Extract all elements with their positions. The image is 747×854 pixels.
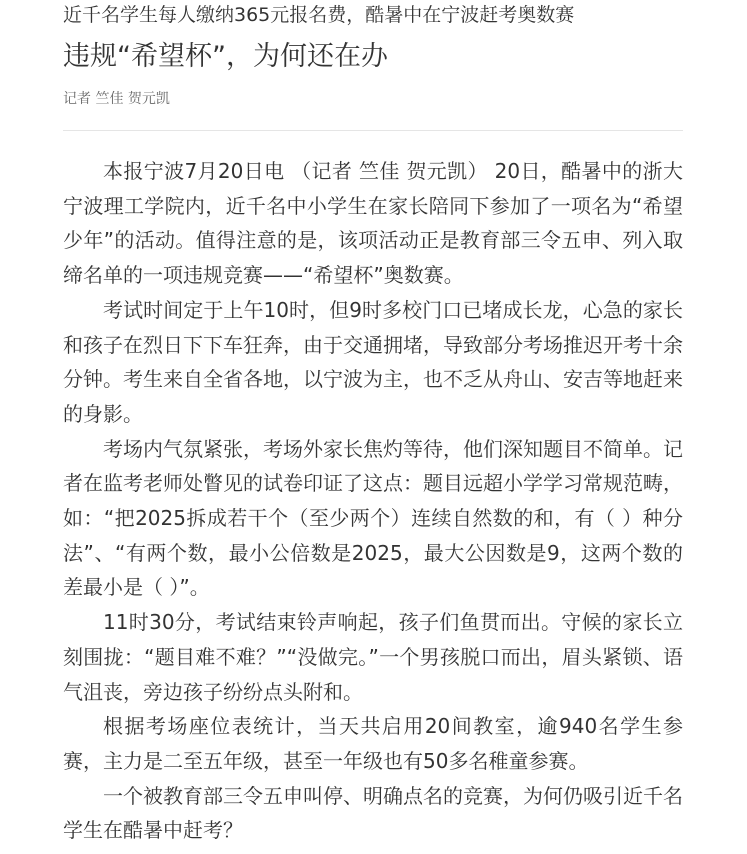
article-subtitle: 近千名学生每人缴纳365元报名费，酷暑中在宁波赶考奥数赛 <box>63 4 575 26</box>
article-paragraph: 考试时间定于上午10时，但9时多校门口已堵成长龙，心急的家长和孩子在烈日下下车狂奔，由于交通拥堵，导致部分考场推迟开考十余分钟。考生来自全省各地，以宁波为主，也不乏从舟山、安吉等地赶来的身影。 <box>63 297 683 426</box>
article-paragraph: 本报宁波7月20日电 （记者 竺佳 贺元凯） 20日，酷暑中的浙大宁波理工学院内，近千名中小学生在家长陪同下参加了一项名为“希望少年”的活动。值得注意的是，该项活动正是教育部三令五申、列入取缔名单的一项违规竞赛——“希望杯”奥数赛。 <box>63 159 683 288</box>
article-paragraph: 11时30分，考试结束铃声响起，孩子们鱼贯而出。守候的家长立刻围拢：“题目难不难？”“没做完。”一个男孩脱口而出，眉头紧锁、语气沮丧，旁边孩子纷纷点头附和。 <box>63 610 683 704</box>
article-paragraph: 考场内气氛紧张，考场外家长焦灼等待，他们深知题目不简单。记者在监考老师处瞥见的试卷印证了这点：题目远超小学学习常规范畴，如：“把2025拆成若干个（至少两个）连续自然数的和，有（ ）种分法”、“有两个数，最小公倍数是2025，最大公因数是9，这两个数的差最小是（ ）”。 <box>63 436 683 600</box>
article-paragraph: 一个被教育部三令五申叫停、明确点名的竞赛，为何仍吸引近千名学生在酷暑中赶考？ <box>63 783 683 843</box>
article-byline: 记者 竺佳 贺元凯 <box>63 91 170 107</box>
article-paragraph: 根据考场座位表统计，当天共启用20间教室，逾940名学生参赛，主力是二至五年级，甚至一年级也有50多名稚童参赛。 <box>63 714 683 773</box>
article-body <box>63 154 683 848</box>
article-title: 违规“希望杯”，为何还在办 <box>63 41 388 72</box>
header-divider <box>63 130 683 131</box>
